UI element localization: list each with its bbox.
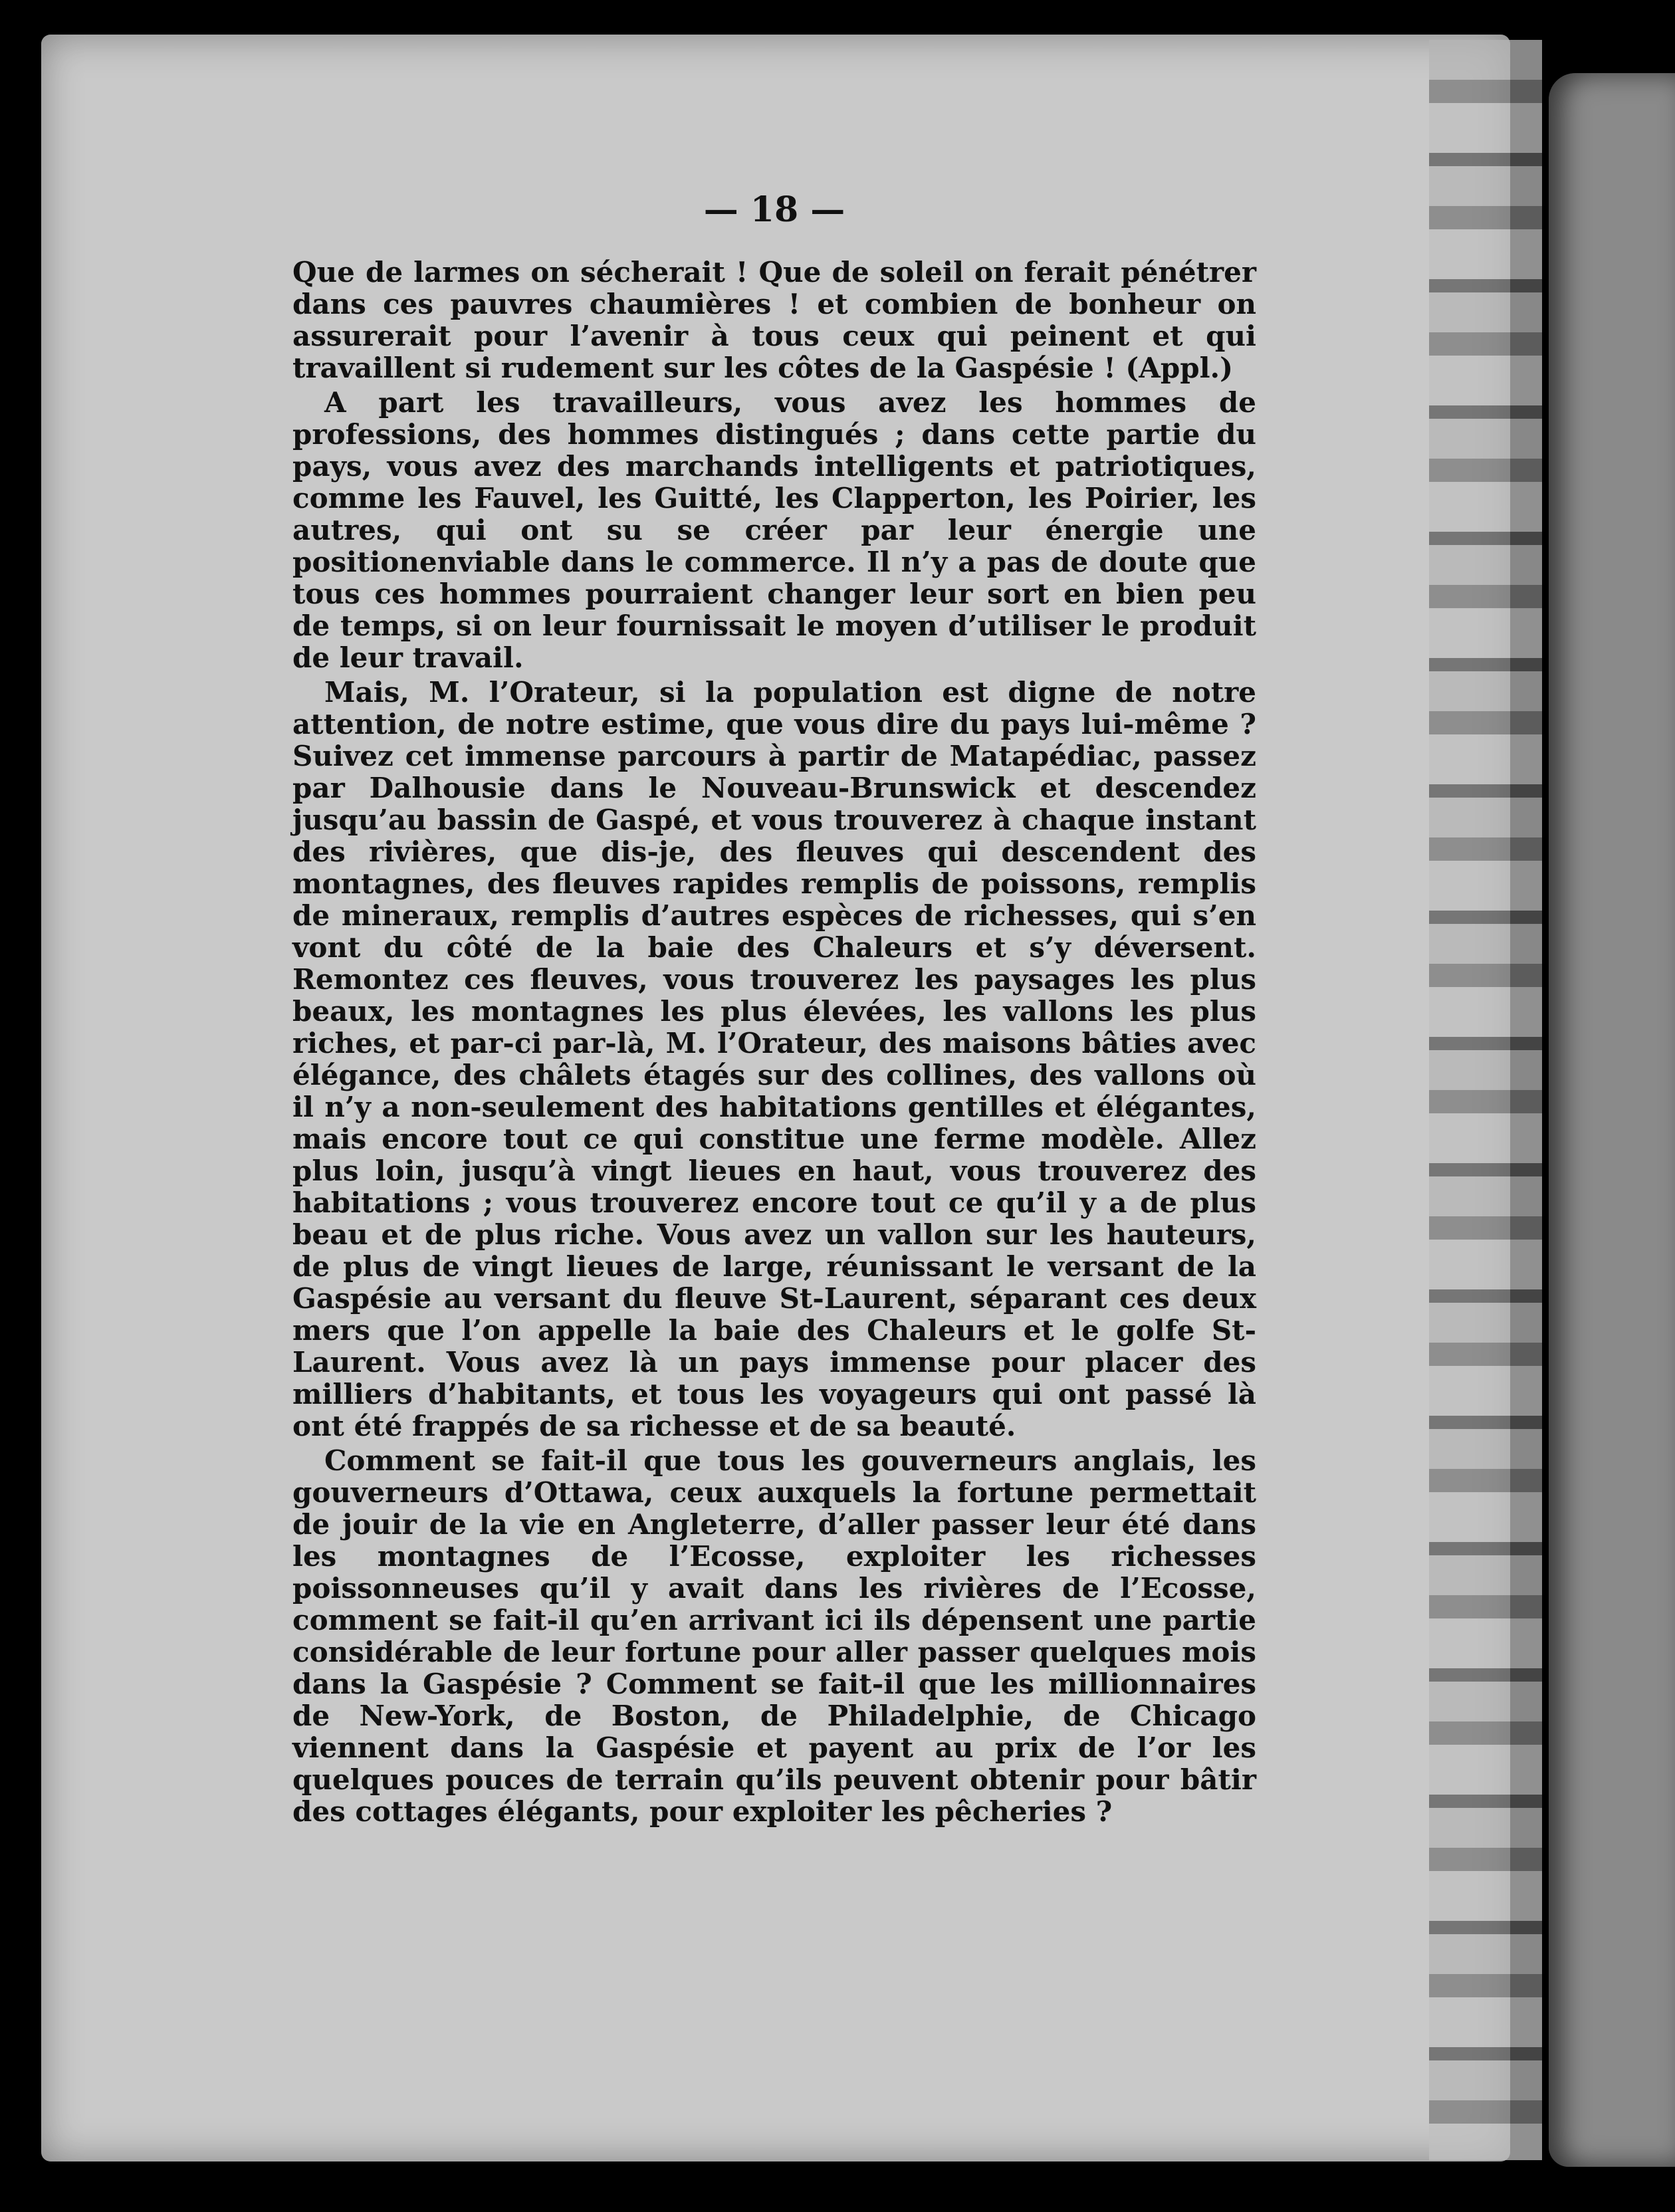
page-number: — 18 — <box>703 189 845 230</box>
page-text <box>292 189 1256 1828</box>
paragraph-1: Que de larmes on sécherait ! Que de soleil on ferait pénétrer dans ces pauvres chaumières ! et combien de bonheur on assurerait pour l’avenir à tous ceux qui peinent et qui travaillent si rudement sur les côtes de la Gaspésie ! (Appl.) <box>292 256 1256 384</box>
paragraph-2: A part les travailleurs, vous avez les hommes de professions, des hommes distingués ; dans cette partie du pays, vous avez des marchands intelligents et patriotiques, comme les Fauvel, les Guitté, les Clapperton, les Poirier, les autres, qui ont su se créer par leur énergie une positionenviable dans le commerce. Il n’y a pas de doute que tous ces hommes pourraient changer leur sort en bien peu de temps, si on leur fournissait le moyen d’utiliser le produit de leur travail. <box>292 386 1256 674</box>
torn-page-edge <box>1429 40 1542 2160</box>
paragraph-3: Mais, M. l’Orateur, si la population est digne de notre attention, de notre estime, que vous dire du pays lui-même ? Suivez cet immense parcours à partir de Matapédiac, passez par Dalhousie dans le Nouveau-Brunswick et descendez jusqu’au bassin de Gaspé, et vous trouverez à chaque instant des rivières, que dis-je, des fleuves qui descendent des montagnes, des fleuves rapides remplis de poissons, remplis de mineraux, remplis d’autres espèces de richesses, qui s’en vont du côté de la baie des Chaleurs et s’y déversent. Remontez ces fleuves, vous trouverez les paysages les plus beaux, les montagnes les plus élevées, les vallons les plus riches, et par-ci par-là, M. l’Orateur, des maisons bâties avec élégance, des châlets étagés sur des collines, des vallons où il n’y a non-seulement des habitations gentilles et élégantes, mais encore tout ce qui constitue une ferme modèle. Allez plus loin, jusqu’à vingt lieues en haut, vous trouverez des habitations ; vous trouverez encore tout ce qu’il y a de plus beau et de plus riche. Vous avez un vallon sur les hauteurs, de plus de vingt lieues de large, réunissant le versant de la Gaspésie au versant du fleuve St-Laurent, séparant ces deux mers que l’on appelle la baie des Chaleurs et le golfe St-Laurent. Vous avez là un pays immense pour placer des milliers d’habitants, et tous les voyageurs qui ont passé là ont été frappés de sa richesse et de sa beauté. <box>292 676 1256 1442</box>
paragraph-4: Comment se fait-il que tous les gouverneurs anglais, les gouverneurs d’Ottawa, ceux auxquels la fortune permettait de jouir de la vie en Angleterre, d’aller passer leur été dans les montagnes de l’Ecosse, exploiter les richesses poissonneuses qu’il y avait dans les rivières de l’Ecosse, comment se fait-il qu’en arrivant ici ils dépensent une partie considérable de leur fortune pour aller passer quelques mois dans la Gaspésie ? Comment se fait-il que les millionnaires de New-York, de Boston, de Philadelphie, de Chicago viennent dans la Gaspésie et payent au prix de l’or les quelques pouces de terrain qu’ils peuvent obtenir pour bâtir des cottages élégants, pour exploiter les pêcheries ? <box>292 1444 1256 1828</box>
adjacent-page-edge <box>1549 73 1675 2167</box>
